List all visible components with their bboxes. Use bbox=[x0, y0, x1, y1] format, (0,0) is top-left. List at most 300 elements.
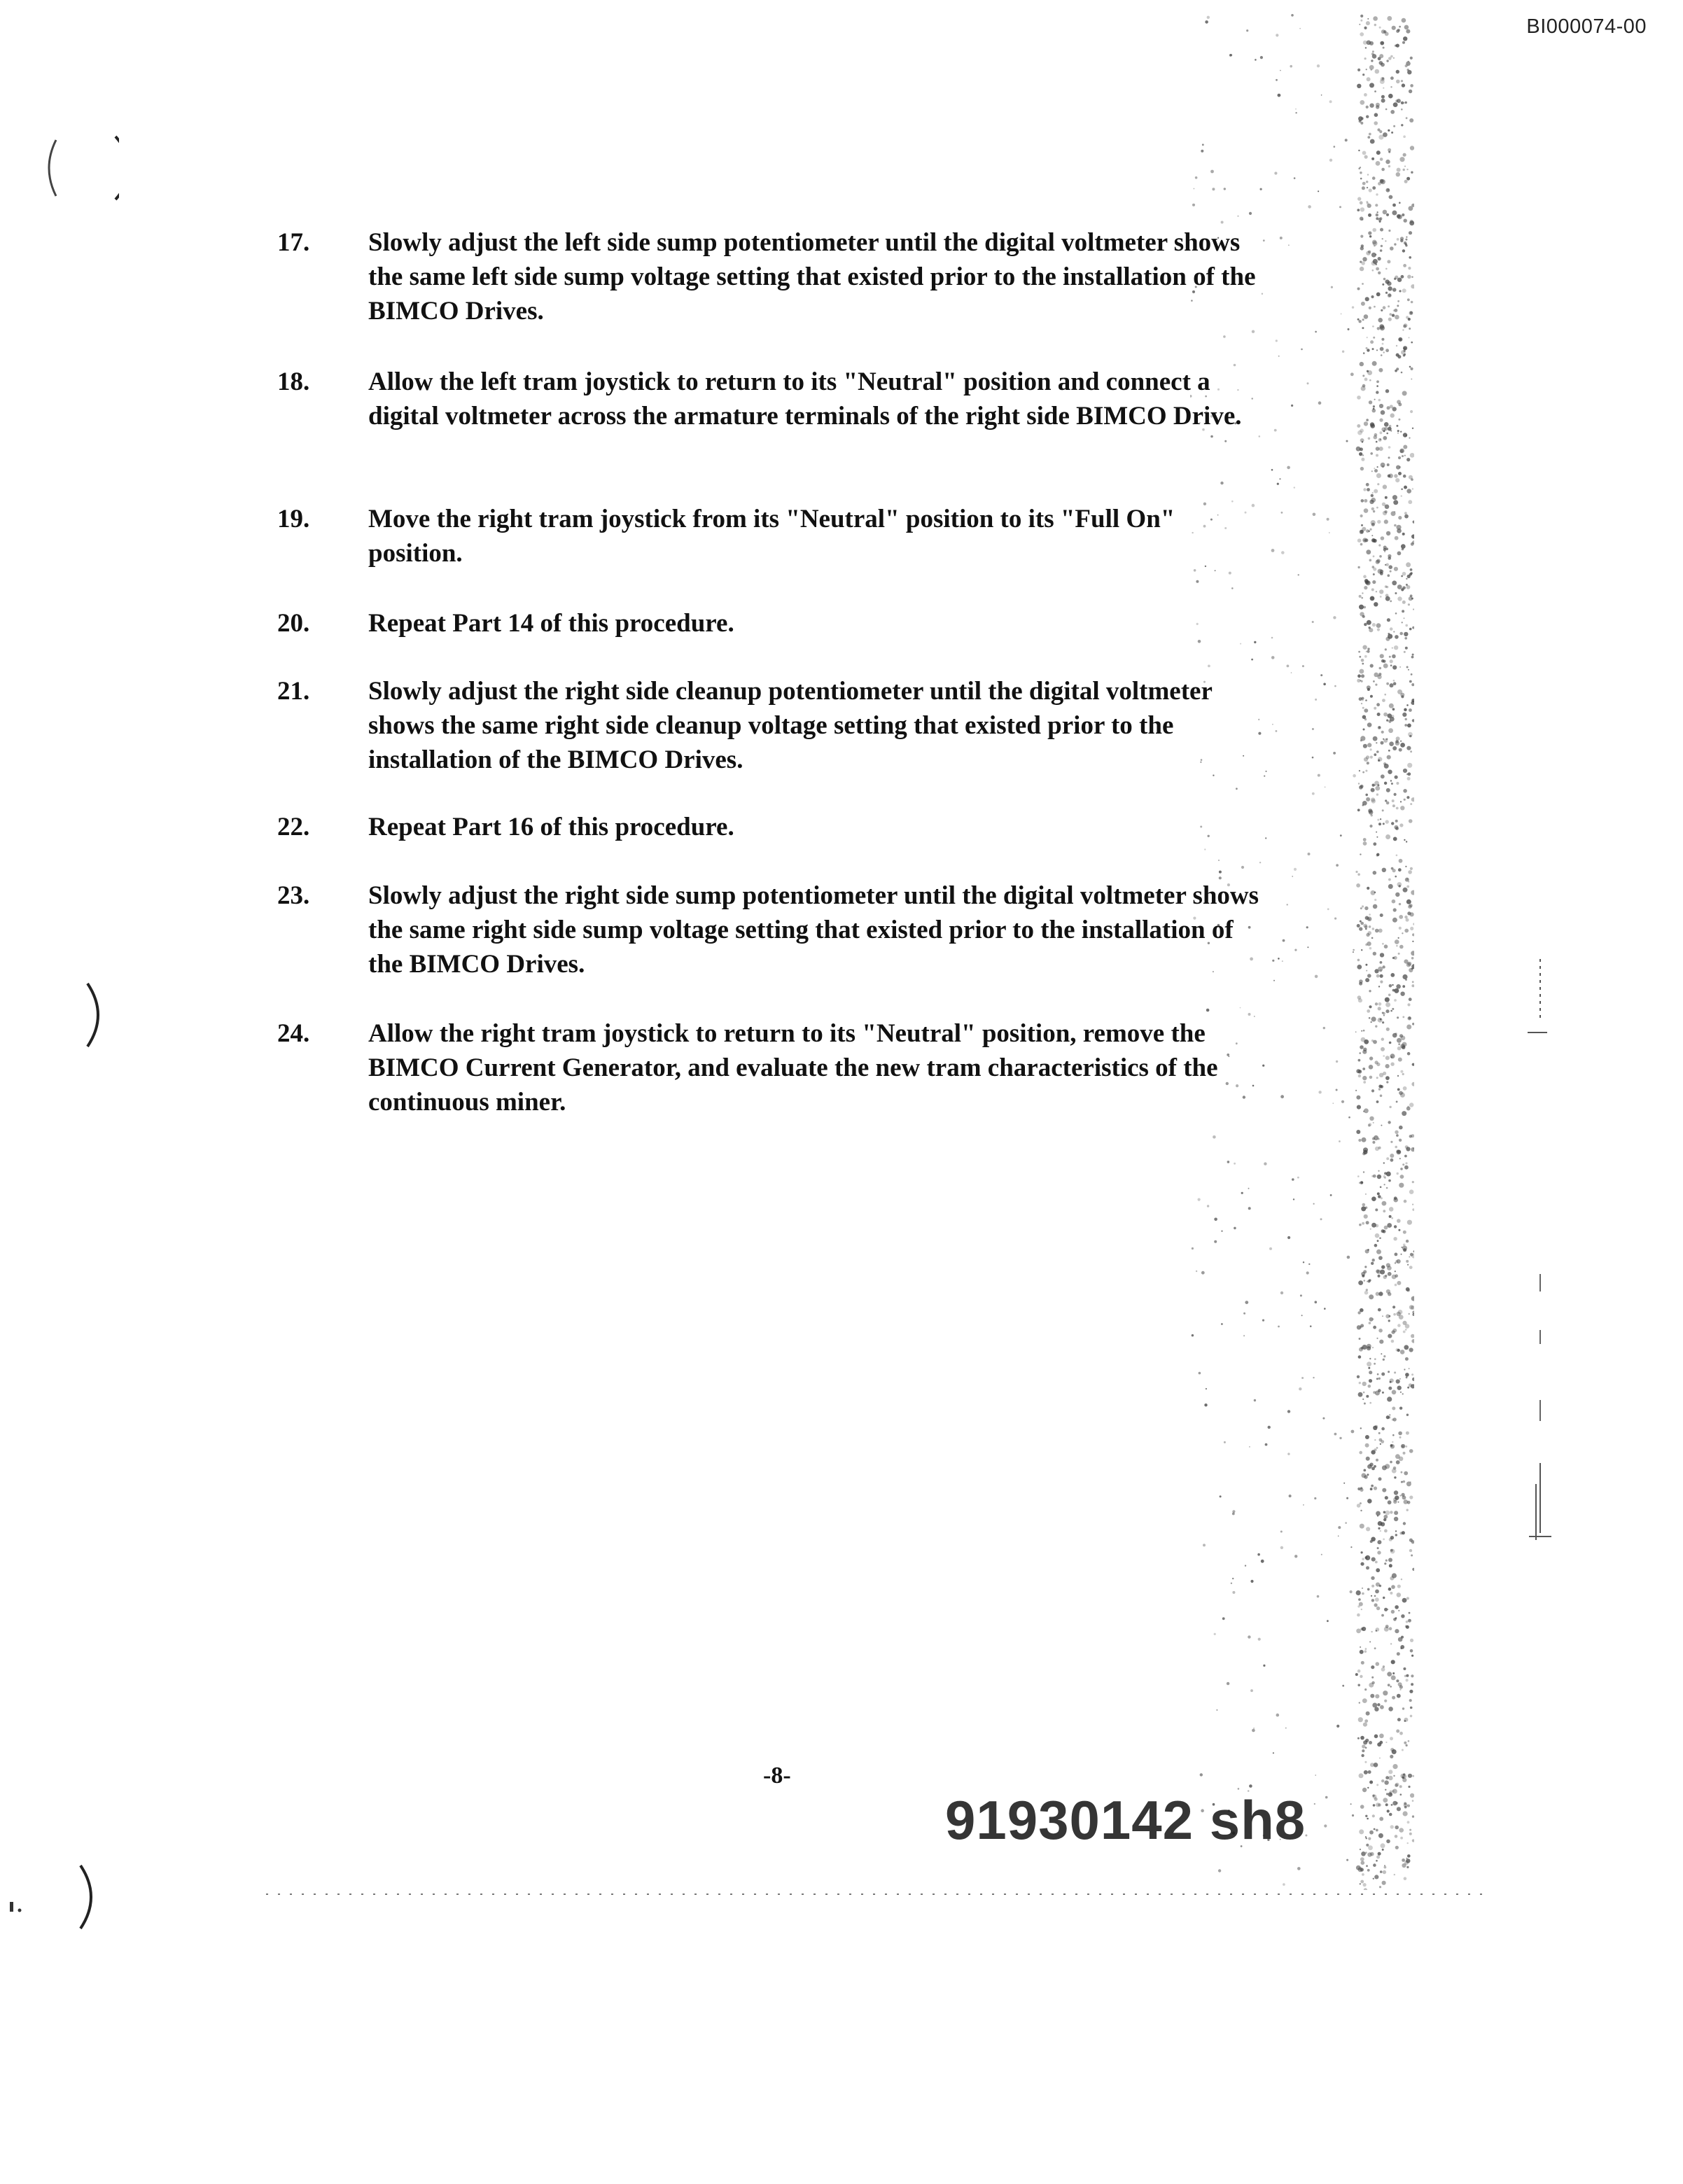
noise-speck bbox=[1402, 391, 1407, 396]
noise-speck bbox=[1398, 1610, 1399, 1611]
noise-speck bbox=[1390, 1378, 1394, 1382]
noise-speck bbox=[1385, 1742, 1387, 1743]
noise-speck bbox=[1357, 995, 1362, 1000]
noise-speck bbox=[1371, 1262, 1374, 1265]
noise-speck bbox=[1306, 926, 1308, 928]
noise-speck bbox=[1408, 1786, 1410, 1788]
noise-speck bbox=[1367, 688, 1370, 691]
noise-speck bbox=[1363, 924, 1367, 928]
noise-speck bbox=[1397, 1386, 1402, 1390]
noise-speck bbox=[1399, 1495, 1401, 1497]
noise-speck bbox=[1410, 1481, 1411, 1483]
noise-speck bbox=[1368, 530, 1370, 532]
noise-speck bbox=[1402, 1073, 1404, 1075]
noise-speck bbox=[1369, 1056, 1373, 1060]
noise-speck bbox=[1218, 860, 1220, 861]
noise-speck bbox=[1224, 188, 1226, 190]
noise-speck bbox=[1402, 610, 1404, 612]
noise-speck bbox=[1382, 1392, 1384, 1394]
noise-speck bbox=[1378, 822, 1381, 825]
noise-speck bbox=[1255, 59, 1257, 61]
noise-speck bbox=[1372, 186, 1376, 190]
noise-speck bbox=[1210, 170, 1214, 174]
noise-speck bbox=[1396, 80, 1400, 84]
noise-speck bbox=[1362, 1203, 1366, 1207]
noise-speck bbox=[1364, 1475, 1367, 1478]
noise-speck bbox=[1273, 980, 1275, 981]
noise-speck bbox=[1379, 54, 1383, 58]
noise-speck bbox=[1370, 1852, 1374, 1856]
noise-speck bbox=[1398, 1058, 1402, 1062]
noise-speck bbox=[1368, 231, 1371, 234]
noise-speck bbox=[1371, 59, 1373, 62]
noise-speck bbox=[1374, 602, 1378, 606]
noise-speck bbox=[1360, 1045, 1364, 1049]
noise-speck bbox=[1333, 616, 1336, 619]
noise-speck bbox=[1390, 1054, 1395, 1058]
noise-speck bbox=[1387, 1396, 1392, 1401]
noise-speck bbox=[1392, 665, 1397, 669]
noise-speck bbox=[1391, 1804, 1393, 1806]
noise-speck bbox=[1361, 524, 1363, 526]
noise-speck bbox=[1401, 1614, 1404, 1618]
noise-speck bbox=[1365, 916, 1369, 920]
noise-speck bbox=[1395, 1530, 1397, 1532]
noise-speck bbox=[1403, 1248, 1406, 1252]
noise-speck bbox=[1377, 466, 1378, 468]
noise-speck bbox=[1236, 788, 1238, 790]
noise-speck bbox=[1364, 1761, 1367, 1763]
noise-speck bbox=[1379, 61, 1383, 65]
noise-speck bbox=[1390, 1755, 1393, 1758]
noise-speck bbox=[1396, 1802, 1399, 1805]
noise-speck bbox=[1371, 69, 1372, 71]
noise-speck bbox=[1391, 132, 1393, 134]
noise-speck bbox=[1403, 169, 1405, 171]
noise-speck bbox=[1367, 762, 1369, 764]
noise-speck bbox=[1360, 447, 1363, 451]
noise-speck bbox=[1364, 508, 1369, 513]
noise-speck bbox=[1383, 1518, 1386, 1521]
noise-speck bbox=[1369, 1402, 1371, 1404]
noise-speck bbox=[1362, 1744, 1365, 1748]
noise-speck bbox=[1388, 57, 1392, 60]
noise-speck bbox=[1369, 913, 1371, 916]
noise-speck bbox=[1378, 1275, 1381, 1278]
noise-speck bbox=[1381, 536, 1385, 540]
noise-speck bbox=[1362, 1076, 1367, 1080]
noise-speck bbox=[1406, 177, 1410, 181]
noise-speck bbox=[1397, 596, 1402, 601]
noise-speck bbox=[1402, 1858, 1405, 1862]
noise-speck bbox=[1377, 1540, 1381, 1544]
noise-speck bbox=[1376, 1606, 1380, 1610]
noise-speck bbox=[1365, 699, 1367, 701]
noise-speck bbox=[1410, 803, 1412, 805]
noise-speck bbox=[1383, 762, 1386, 765]
noise-speck bbox=[1375, 1561, 1378, 1564]
noise-speck bbox=[1399, 1407, 1402, 1410]
noise-speck bbox=[1376, 1829, 1378, 1832]
noise-speck bbox=[1374, 1707, 1378, 1712]
noise-speck bbox=[1365, 1815, 1367, 1817]
noise-speck bbox=[1278, 94, 1281, 97]
noise-speck bbox=[1353, 949, 1355, 951]
noise-speck bbox=[1314, 1497, 1316, 1499]
noise-speck bbox=[1360, 201, 1363, 204]
noise-speck bbox=[1364, 708, 1368, 713]
noise-speck bbox=[1402, 1496, 1406, 1500]
noise-speck bbox=[1411, 890, 1414, 895]
noise-speck bbox=[1371, 1089, 1374, 1092]
noise-speck bbox=[1360, 853, 1361, 855]
noise-speck bbox=[1396, 172, 1400, 176]
noise-speck bbox=[1341, 313, 1342, 314]
noise-speck bbox=[1399, 823, 1403, 827]
noise-speck bbox=[1394, 1371, 1396, 1373]
noise-speck bbox=[1397, 300, 1399, 302]
noise-speck bbox=[1334, 1433, 1337, 1436]
noise-speck bbox=[1409, 328, 1411, 330]
noise-speck bbox=[1287, 1236, 1290, 1239]
noise-speck bbox=[1313, 1377, 1314, 1378]
noise-speck bbox=[1410, 1253, 1413, 1256]
noise-speck bbox=[1359, 770, 1360, 771]
noise-speck bbox=[1372, 228, 1376, 232]
noise-speck bbox=[1369, 500, 1374, 504]
noise-speck bbox=[1379, 431, 1382, 434]
noise-speck bbox=[1408, 1619, 1411, 1623]
noise-speck bbox=[1376, 454, 1378, 457]
noise-speck bbox=[1399, 632, 1403, 636]
noise-speck bbox=[1378, 1292, 1383, 1296]
noise-speck bbox=[1395, 1270, 1396, 1272]
noise-speck bbox=[1385, 637, 1390, 641]
noise-speck bbox=[1214, 1240, 1217, 1243]
noise-speck bbox=[1406, 841, 1407, 842]
noise-speck bbox=[1292, 876, 1293, 877]
step-number: 20. bbox=[277, 609, 310, 638]
noise-speck bbox=[1371, 1576, 1374, 1580]
noise-speck bbox=[1291, 405, 1293, 407]
noise-speck bbox=[1404, 799, 1406, 801]
noise-speck bbox=[1363, 1030, 1365, 1032]
noise-speck bbox=[1411, 542, 1414, 546]
noise-speck bbox=[1369, 235, 1371, 237]
noise-speck bbox=[1366, 251, 1370, 255]
noise-speck bbox=[1364, 57, 1367, 59]
noise-speck bbox=[1366, 1566, 1369, 1569]
noise-speck bbox=[1214, 1218, 1217, 1222]
noise-speck bbox=[1397, 882, 1402, 887]
noise-speck bbox=[1397, 238, 1399, 241]
noise-speck bbox=[1403, 1452, 1406, 1455]
noise-speck bbox=[1379, 404, 1383, 408]
noise-speck bbox=[1365, 964, 1367, 966]
noise-speck bbox=[1392, 799, 1395, 802]
noise-speck bbox=[1379, 324, 1384, 329]
noise-speck bbox=[1360, 467, 1364, 470]
noise-speck bbox=[1387, 260, 1390, 263]
noise-speck bbox=[1394, 793, 1397, 796]
noise-speck bbox=[1381, 1265, 1385, 1268]
noise-speck bbox=[1367, 1787, 1369, 1788]
noise-speck bbox=[1404, 724, 1407, 727]
noise-speck bbox=[1248, 1635, 1250, 1638]
noise-speck bbox=[1407, 1106, 1409, 1108]
noise-speck bbox=[1357, 69, 1360, 71]
noise-speck bbox=[1375, 1208, 1378, 1211]
noise-speck bbox=[1281, 551, 1285, 554]
noise-speck bbox=[1313, 513, 1316, 517]
noise-speck bbox=[1387, 755, 1391, 760]
noise-speck bbox=[1333, 752, 1336, 755]
noise-speck bbox=[1380, 596, 1382, 598]
noise-speck bbox=[1404, 1368, 1405, 1370]
noise-speck bbox=[1376, 150, 1381, 155]
noise-speck bbox=[1405, 1357, 1409, 1361]
noise-speck bbox=[1379, 1734, 1384, 1739]
noise-speck bbox=[1391, 1610, 1395, 1614]
noise-speck bbox=[1363, 1081, 1366, 1084]
noise-speck bbox=[1390, 570, 1392, 573]
noise-speck bbox=[1412, 1800, 1414, 1802]
noise-speck bbox=[1395, 370, 1397, 372]
noise-speck bbox=[1329, 159, 1332, 162]
noise-speck bbox=[1357, 288, 1360, 290]
noise-speck bbox=[1369, 65, 1374, 70]
noise-speck bbox=[1396, 29, 1399, 33]
noise-speck bbox=[1207, 16, 1210, 19]
noise-speck bbox=[1361, 244, 1364, 247]
noise-speck bbox=[1360, 438, 1364, 442]
noise-speck bbox=[1199, 1372, 1201, 1375]
noise-speck bbox=[1366, 1457, 1370, 1461]
noise-speck bbox=[1359, 979, 1363, 983]
noise-speck bbox=[1373, 1122, 1374, 1124]
noise-speck bbox=[1365, 794, 1368, 797]
noise-speck bbox=[1363, 838, 1367, 841]
noise-speck bbox=[1357, 1605, 1360, 1607]
noise-speck bbox=[1221, 221, 1224, 224]
noise-speck bbox=[1404, 1345, 1409, 1350]
noise-speck bbox=[1261, 1560, 1264, 1563]
noise-speck bbox=[1412, 626, 1414, 629]
noise-speck bbox=[1260, 188, 1262, 190]
noise-speck bbox=[1307, 382, 1309, 384]
noise-speck bbox=[1269, 1247, 1272, 1250]
noise-speck bbox=[1383, 822, 1385, 825]
noise-speck bbox=[1366, 1221, 1369, 1224]
noise-speck bbox=[1388, 556, 1391, 560]
noise-speck bbox=[1201, 150, 1203, 153]
noise-speck bbox=[1377, 1373, 1379, 1376]
noise-speck bbox=[1355, 871, 1357, 873]
noise-speck bbox=[1257, 1553, 1260, 1556]
noise-speck bbox=[1376, 974, 1380, 978]
noise-speck bbox=[1407, 1052, 1411, 1056]
noise-speck bbox=[1283, 939, 1285, 942]
noise-speck bbox=[1360, 1849, 1361, 1850]
noise-speck bbox=[1365, 978, 1369, 982]
noise-speck bbox=[1381, 99, 1385, 103]
noise-speck bbox=[1410, 1715, 1413, 1718]
noise-speck bbox=[1397, 1046, 1402, 1051]
noise-speck bbox=[1373, 568, 1376, 571]
noise-speck bbox=[1365, 297, 1369, 301]
noise-speck bbox=[1379, 667, 1382, 670]
noise-speck bbox=[1392, 989, 1395, 992]
noise-speck bbox=[1388, 878, 1391, 881]
noise-speck bbox=[1406, 584, 1408, 586]
noise-speck bbox=[1243, 1312, 1245, 1315]
noise-speck bbox=[1407, 1220, 1412, 1225]
noise-speck bbox=[1378, 1170, 1379, 1172]
noise-speck bbox=[1411, 1655, 1413, 1657]
noise-speck bbox=[1387, 1809, 1390, 1812]
noise-speck bbox=[1394, 988, 1399, 993]
noise-speck bbox=[1402, 1707, 1404, 1709]
noise-speck bbox=[1397, 1652, 1400, 1656]
noise-speck bbox=[1389, 1813, 1392, 1816]
noise-speck bbox=[1359, 1338, 1361, 1340]
noise-speck bbox=[1371, 788, 1375, 792]
noise-speck bbox=[1334, 918, 1336, 920]
noise-speck bbox=[1406, 1866, 1409, 1868]
noise-speck bbox=[1407, 70, 1411, 74]
noise-speck bbox=[1367, 1818, 1369, 1820]
noise-speck bbox=[1372, 1703, 1377, 1708]
noise-speck bbox=[1395, 1846, 1399, 1849]
noise-speck bbox=[1369, 307, 1371, 309]
noise-speck bbox=[1276, 34, 1278, 36]
noise-speck bbox=[1402, 83, 1405, 87]
noise-speck bbox=[1365, 1207, 1367, 1209]
noise-speck bbox=[1376, 1077, 1378, 1079]
noise-speck bbox=[1404, 1720, 1406, 1722]
noise-speck bbox=[1367, 204, 1371, 208]
noise-speck bbox=[1375, 1224, 1378, 1228]
noise-speck bbox=[1374, 753, 1376, 756]
noise-speck bbox=[1358, 1598, 1361, 1601]
noise-speck bbox=[1381, 354, 1383, 356]
noise-speck bbox=[1390, 664, 1392, 666]
noise-speck bbox=[1204, 848, 1206, 850]
noise-speck bbox=[1391, 511, 1396, 516]
noise-speck bbox=[1367, 1009, 1370, 1013]
noise-speck bbox=[1329, 532, 1330, 533]
noise-speck bbox=[1409, 1266, 1413, 1269]
noise-speck bbox=[1378, 1432, 1381, 1434]
noise-speck bbox=[1413, 1250, 1415, 1252]
noise-speck bbox=[1397, 1088, 1400, 1091]
noise-speck bbox=[1367, 1362, 1371, 1366]
noise-speck bbox=[1402, 974, 1407, 979]
noise-speck bbox=[1212, 188, 1215, 190]
noise-speck bbox=[1367, 1588, 1370, 1591]
noise-speck bbox=[1409, 1102, 1413, 1107]
noise-speck bbox=[1376, 161, 1381, 166]
noise-speck bbox=[1397, 1592, 1402, 1597]
noise-speck bbox=[1397, 430, 1399, 432]
noise-speck bbox=[1371, 1467, 1375, 1471]
noise-speck bbox=[1397, 1038, 1402, 1043]
noise-speck bbox=[1366, 550, 1371, 554]
noise-speck bbox=[1374, 306, 1376, 308]
noise-speck bbox=[1336, 864, 1339, 867]
noise-speck bbox=[1363, 1392, 1365, 1394]
noise-speck bbox=[1402, 41, 1405, 44]
noise-speck bbox=[1405, 878, 1409, 882]
noise-speck bbox=[1291, 672, 1292, 673]
noise-speck bbox=[1346, 1859, 1348, 1861]
noise-speck bbox=[1400, 741, 1402, 742]
noise-speck bbox=[1412, 1775, 1414, 1777]
noise-speck bbox=[1395, 592, 1397, 594]
noise-speck bbox=[1362, 1873, 1364, 1876]
noise-speck bbox=[1402, 601, 1406, 604]
noise-speck bbox=[1276, 79, 1278, 81]
noise-speck bbox=[1365, 47, 1367, 48]
noise-speck bbox=[1229, 572, 1231, 575]
noise-speck bbox=[1386, 1081, 1388, 1083]
noise-speck bbox=[1406, 29, 1410, 34]
noise-speck bbox=[1389, 1564, 1392, 1567]
noise-speck bbox=[1403, 153, 1406, 157]
noise-speck bbox=[1372, 927, 1374, 930]
noise-speck bbox=[1281, 512, 1283, 514]
noise-speck bbox=[1364, 1770, 1368, 1774]
noise-speck bbox=[1406, 1025, 1411, 1030]
noise-speck bbox=[1294, 1555, 1297, 1558]
noise-speck bbox=[1404, 514, 1409, 519]
noise-speck bbox=[1393, 908, 1397, 911]
noise-speck bbox=[1272, 724, 1273, 725]
noise-speck bbox=[1409, 904, 1413, 907]
noise-speck bbox=[1361, 1861, 1365, 1865]
noise-speck bbox=[1383, 1597, 1385, 1599]
noise-speck bbox=[1395, 635, 1399, 639]
noise-speck bbox=[1378, 1329, 1383, 1333]
noise-speck bbox=[1381, 29, 1385, 34]
noise-speck bbox=[1392, 957, 1395, 959]
noise-speck bbox=[1403, 1480, 1406, 1483]
noise-speck bbox=[1388, 1121, 1390, 1124]
noise-speck bbox=[1364, 906, 1368, 910]
noise-speck bbox=[1399, 1126, 1403, 1130]
noise-speck bbox=[1399, 945, 1404, 949]
noise-speck bbox=[1329, 100, 1332, 103]
noise-speck bbox=[1393, 125, 1395, 127]
noise-speck bbox=[1361, 697, 1364, 700]
noise-speck bbox=[1245, 1301, 1248, 1304]
noise-speck bbox=[1390, 780, 1392, 781]
noise-speck bbox=[1374, 892, 1376, 893]
noise-speck bbox=[1357, 808, 1360, 811]
noise-speck bbox=[1369, 1076, 1373, 1079]
noise-speck bbox=[1376, 591, 1377, 592]
noise-speck bbox=[1297, 1177, 1299, 1179]
noise-speck bbox=[1359, 1224, 1362, 1226]
noise-speck bbox=[1406, 918, 1409, 922]
noise-speck bbox=[1412, 1568, 1414, 1571]
noise-speck bbox=[1404, 1499, 1409, 1504]
noise-speck bbox=[1383, 1798, 1388, 1802]
noise-speck bbox=[1376, 1511, 1381, 1516]
noise-speck bbox=[1278, 958, 1280, 960]
noise-speck bbox=[1373, 1426, 1377, 1430]
noise-speck bbox=[1214, 1633, 1216, 1635]
